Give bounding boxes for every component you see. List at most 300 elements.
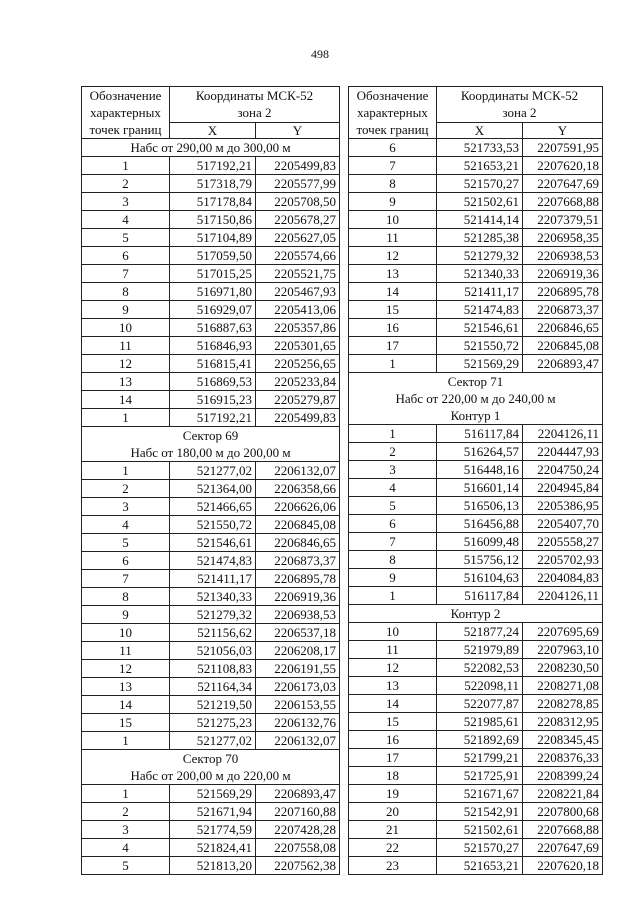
y-coordinate-cell: 2207620,18	[523, 157, 603, 175]
point-number-cell: 3	[82, 821, 170, 839]
point-number-cell: 14	[349, 283, 437, 301]
point-number-cell: 9	[82, 606, 170, 624]
x-coordinate-cell: 521569,29	[170, 785, 256, 803]
y-coordinate-cell: 2208278,85	[523, 695, 603, 713]
table-row	[349, 265, 603, 283]
point-number-cell: 13	[349, 265, 437, 283]
y-coordinate-cell: 2207963,10	[523, 641, 603, 659]
table-row	[82, 696, 340, 714]
point-number-cell: 3	[82, 498, 170, 516]
point-number-cell: 2	[82, 480, 170, 498]
y-coordinate-cell: 2205301,65	[256, 337, 340, 355]
coordinates-header-line: Координаты МСК-52	[460, 88, 579, 103]
y-coordinate-cell: 2205678,27	[256, 211, 340, 229]
y-coordinate-cell: 2205413,06	[256, 301, 340, 319]
table-row	[82, 839, 340, 857]
table-row	[82, 588, 340, 606]
table-body-right	[349, 139, 603, 875]
x-coordinate-cell: 516448,16	[437, 461, 523, 479]
designation-header-line: характерных	[357, 105, 428, 120]
table-row	[349, 319, 603, 337]
y-coordinate-cell: 2205521,75	[256, 265, 340, 283]
y-coordinate-cell: 2206938,53	[523, 247, 603, 265]
coordinates-header	[437, 87, 603, 123]
point-number-cell: 9	[82, 301, 170, 319]
x-coordinate-cell: 521279,32	[437, 247, 523, 265]
y-column-header: Y	[523, 123, 603, 139]
x-coordinate-cell: 517015,25	[170, 265, 256, 283]
designation-header-line: Обозначение	[89, 88, 162, 103]
point-number-cell: 1	[82, 732, 170, 750]
x-coordinate-cell: 521364,00	[170, 480, 256, 498]
table-row	[349, 677, 603, 695]
x-coordinate-cell: 521164,34	[170, 678, 256, 696]
x-coordinate-cell: 516601,14	[437, 479, 523, 497]
y-coordinate-cell: 2205499,83	[256, 409, 340, 427]
point-number-cell: 12	[349, 659, 437, 677]
point-number-cell: 10	[82, 624, 170, 642]
y-coordinate-cell: 2205407,70	[523, 515, 603, 533]
y-coordinate-cell: 2207800,68	[523, 803, 603, 821]
table-row	[82, 193, 340, 211]
y-coordinate-cell: 2204126,11	[523, 587, 603, 605]
table-row	[349, 785, 603, 803]
x-coordinate-cell: 521671,67	[437, 785, 523, 803]
y-coordinate-cell: 2205467,93	[256, 283, 340, 301]
y-coordinate-cell: 2204447,93	[523, 443, 603, 461]
y-coordinate-cell: 2207647,69	[523, 839, 603, 857]
x-coordinate-cell: 521340,33	[437, 265, 523, 283]
point-number-cell: 2	[349, 443, 437, 461]
y-coordinate-cell: 2206919,36	[523, 265, 603, 283]
table-row	[349, 479, 603, 497]
designation-header-line: точек границ	[89, 122, 162, 137]
x-coordinate-cell: 521550,72	[170, 516, 256, 534]
point-number-cell: 21	[349, 821, 437, 839]
point-number-cell: 8	[82, 283, 170, 301]
x-coordinate-cell: 521466,65	[170, 498, 256, 516]
table-row	[349, 839, 603, 857]
x-coordinate-cell: 516815,41	[170, 355, 256, 373]
point-number-cell: 1	[82, 462, 170, 480]
table-row	[349, 425, 603, 443]
x-coordinate-cell: 521279,32	[170, 606, 256, 624]
section-caption: Контур 1	[349, 407, 603, 425]
y-coordinate-cell: 2206153,55	[256, 696, 340, 714]
point-number-cell: 13	[82, 373, 170, 391]
y-coordinate-cell: 2206893,47	[256, 785, 340, 803]
x-coordinate-cell: 516887,63	[170, 319, 256, 337]
table-row	[349, 857, 603, 875]
x-coordinate-cell: 516971,80	[170, 283, 256, 301]
point-number-cell: 6	[349, 515, 437, 533]
y-coordinate-cell: 2206895,78	[256, 570, 340, 588]
y-coordinate-cell: 2206919,36	[256, 588, 340, 606]
table-row	[82, 732, 340, 750]
point-number-cell: 18	[349, 767, 437, 785]
point-number-cell: 10	[349, 623, 437, 641]
y-coordinate-cell: 2206132,07	[256, 462, 340, 480]
table-row	[82, 409, 340, 427]
x-coordinate-cell: 521285,38	[437, 229, 523, 247]
y-coordinate-cell: 2205357,86	[256, 319, 340, 337]
x-coordinate-cell: 522077,87	[437, 695, 523, 713]
x-coordinate-cell: 521824,41	[170, 839, 256, 857]
table-row	[82, 570, 340, 588]
section-caption: Набс от 200,00 м до 220,00 м	[82, 767, 340, 785]
table-row	[82, 301, 340, 319]
table-row	[349, 193, 603, 211]
point-number-cell: 1	[82, 157, 170, 175]
x-coordinate-cell: 521671,94	[170, 803, 256, 821]
y-coordinate-cell: 2207428,28	[256, 821, 340, 839]
point-number-cell: 16	[349, 731, 437, 749]
y-coordinate-cell: 2206191,55	[256, 660, 340, 678]
table-row	[82, 606, 340, 624]
section-caption: Сектор 70	[82, 750, 340, 768]
x-coordinate-cell: 516264,57	[437, 443, 523, 461]
point-number-cell: 12	[82, 660, 170, 678]
y-coordinate-cell: 2206893,47	[523, 355, 603, 373]
y-coordinate-cell: 2206845,08	[256, 516, 340, 534]
point-number-cell: 15	[349, 713, 437, 731]
point-number-cell: 1	[82, 409, 170, 427]
y-coordinate-cell: 2207620,18	[523, 857, 603, 875]
y-coordinate-cell: 2206845,08	[523, 337, 603, 355]
table-row	[349, 641, 603, 659]
y-coordinate-cell: 2205499,83	[256, 157, 340, 175]
x-coordinate-cell: 516929,07	[170, 301, 256, 319]
x-coordinate-cell: 516869,53	[170, 373, 256, 391]
designation-header-line: характерных	[90, 105, 161, 120]
x-coordinate-cell: 516104,63	[437, 569, 523, 587]
table-row	[349, 587, 603, 605]
x-coordinate-cell: 517192,21	[170, 409, 256, 427]
table-row	[349, 569, 603, 587]
y-coordinate-cell: 2206208,17	[256, 642, 340, 660]
coordinates-header-line: зона 2	[237, 105, 272, 120]
y-coordinate-cell: 2208312,95	[523, 713, 603, 731]
point-number-cell: 23	[349, 857, 437, 875]
y-coordinate-cell: 2208271,08	[523, 677, 603, 695]
x-coordinate-cell: 516846,93	[170, 337, 256, 355]
table-row	[349, 139, 603, 157]
section-caption: Набс от 180,00 м до 200,00 м	[82, 444, 340, 462]
point-number-cell: 4	[82, 516, 170, 534]
x-column-header: X	[437, 123, 523, 139]
table-body-left	[82, 139, 340, 875]
section-caption: Контур 2	[349, 605, 603, 623]
y-coordinate-cell: 2206846,65	[523, 319, 603, 337]
table-row	[82, 642, 340, 660]
table-row	[82, 229, 340, 247]
table-row	[349, 283, 603, 301]
y-coordinate-cell: 2205233,84	[256, 373, 340, 391]
y-coordinate-cell: 2207695,69	[523, 623, 603, 641]
table-row	[349, 821, 603, 839]
point-number-cell: 20	[349, 803, 437, 821]
designation-header-line: точек границ	[356, 122, 429, 137]
x-coordinate-cell: 521277,02	[170, 732, 256, 750]
coordinates-header	[170, 87, 340, 123]
x-coordinate-cell: 521411,17	[437, 283, 523, 301]
x-coordinate-cell: 521474,83	[170, 552, 256, 570]
point-number-cell: 11	[82, 337, 170, 355]
point-number-cell: 12	[82, 355, 170, 373]
x-coordinate-cell: 521799,21	[437, 749, 523, 767]
x-coordinate-cell: 517192,21	[170, 157, 256, 175]
y-coordinate-cell: 2207558,08	[256, 839, 340, 857]
table-row	[349, 461, 603, 479]
x-coordinate-cell: 521979,89	[437, 641, 523, 659]
point-number-cell: 11	[349, 641, 437, 659]
designation-header-line: Обозначение	[356, 88, 429, 103]
point-number-cell: 1	[349, 355, 437, 373]
x-coordinate-cell: 521569,29	[437, 355, 523, 373]
table-row	[82, 283, 340, 301]
point-number-cell: 17	[349, 749, 437, 767]
x-coordinate-cell: 521550,72	[437, 337, 523, 355]
y-coordinate-cell: 2204945,84	[523, 479, 603, 497]
table-row	[349, 803, 603, 821]
point-number-cell: 12	[349, 247, 437, 265]
point-number-cell: 2	[82, 803, 170, 821]
point-number-cell: 5	[82, 857, 170, 875]
table-row	[82, 462, 340, 480]
x-coordinate-cell: 521219,50	[170, 696, 256, 714]
x-coordinate-cell: 521414,14	[437, 211, 523, 229]
point-number-cell: 15	[349, 301, 437, 319]
x-coordinate-cell: 521275,23	[170, 714, 256, 732]
y-coordinate-cell: 2204750,24	[523, 461, 603, 479]
x-coordinate-cell: 517150,86	[170, 211, 256, 229]
table-row	[82, 480, 340, 498]
y-coordinate-cell: 2206846,65	[256, 534, 340, 552]
y-coordinate-cell: 2206895,78	[523, 283, 603, 301]
table-row	[349, 767, 603, 785]
x-coordinate-cell: 517318,79	[170, 175, 256, 193]
point-number-cell: 7	[349, 533, 437, 551]
table-row	[82, 624, 340, 642]
point-number-cell: 11	[349, 229, 437, 247]
section-caption: Набс от 290,00 м до 300,00 м	[82, 139, 340, 157]
x-coordinate-cell: 517059,50	[170, 247, 256, 265]
table-row	[349, 301, 603, 319]
point-number-cell: 16	[349, 319, 437, 337]
y-coordinate-cell: 2206132,76	[256, 714, 340, 732]
x-coordinate-cell: 521542,91	[437, 803, 523, 821]
designation-header	[349, 87, 437, 139]
x-coordinate-cell: 521813,20	[170, 857, 256, 875]
x-coordinate-cell: 516117,84	[437, 587, 523, 605]
point-number-cell: 8	[349, 551, 437, 569]
y-coordinate-cell: 2206626,06	[256, 498, 340, 516]
y-coordinate-cell: 2205386,95	[523, 497, 603, 515]
table-row	[82, 319, 340, 337]
table-row	[82, 157, 340, 175]
point-number-cell: 13	[349, 677, 437, 695]
point-number-cell: 7	[82, 570, 170, 588]
point-number-cell: 2	[82, 175, 170, 193]
table-row	[349, 211, 603, 229]
caption-row	[349, 373, 603, 391]
y-coordinate-cell: 2207591,95	[523, 139, 603, 157]
table-row	[82, 265, 340, 283]
coordinates-header-line: зона 2	[502, 105, 537, 120]
x-coordinate-cell: 521502,61	[437, 821, 523, 839]
table-row	[82, 498, 340, 516]
table-row	[349, 229, 603, 247]
y-coordinate-cell: 2205577,99	[256, 175, 340, 193]
table-row	[82, 678, 340, 696]
y-coordinate-cell: 2204126,11	[523, 425, 603, 443]
y-coordinate-cell: 2206358,66	[256, 480, 340, 498]
x-coordinate-cell: 521056,03	[170, 642, 256, 660]
table-row	[349, 355, 603, 373]
section-caption: Сектор 71	[349, 373, 603, 391]
table-row	[349, 749, 603, 767]
designation-header	[82, 87, 170, 139]
x-coordinate-cell: 521546,61	[170, 534, 256, 552]
table-row	[82, 516, 340, 534]
x-coordinate-cell: 521474,83	[437, 301, 523, 319]
y-coordinate-cell: 2208399,24	[523, 767, 603, 785]
y-coordinate-cell: 2206537,18	[256, 624, 340, 642]
x-coordinate-cell: 516915,23	[170, 391, 256, 409]
point-number-cell: 17	[349, 337, 437, 355]
x-coordinate-cell: 517178,84	[170, 193, 256, 211]
x-coordinate-cell: 521546,61	[437, 319, 523, 337]
x-coordinate-cell: 521774,59	[170, 821, 256, 839]
point-number-cell: 8	[349, 175, 437, 193]
point-number-cell: 4	[349, 479, 437, 497]
section-caption: Сектор 69	[82, 427, 340, 445]
x-coordinate-cell: 516117,84	[437, 425, 523, 443]
y-coordinate-cell: 2205279,87	[256, 391, 340, 409]
y-coordinate-cell: 2205702,93	[523, 551, 603, 569]
y-column-header: Y	[256, 123, 340, 139]
point-number-cell: 1	[349, 587, 437, 605]
x-coordinate-cell: 516456,88	[437, 515, 523, 533]
table-row	[82, 534, 340, 552]
x-coordinate-cell: 516099,48	[437, 533, 523, 551]
table-row	[349, 731, 603, 749]
table-row	[82, 552, 340, 570]
caption-row	[82, 750, 340, 768]
point-number-cell: 14	[349, 695, 437, 713]
x-coordinate-cell: 522098,11	[437, 677, 523, 695]
coordinates-table-right	[348, 86, 603, 875]
y-coordinate-cell: 2208345,45	[523, 731, 603, 749]
x-coordinate-cell: 521733,53	[437, 139, 523, 157]
x-coordinate-cell: 521502,61	[437, 193, 523, 211]
point-number-cell: 4	[82, 839, 170, 857]
y-coordinate-cell: 2206873,37	[256, 552, 340, 570]
table-row	[349, 443, 603, 461]
coordinates-header-line: Координаты МСК-52	[195, 88, 314, 103]
point-number-cell: 19	[349, 785, 437, 803]
table-row	[349, 157, 603, 175]
point-number-cell: 5	[82, 534, 170, 552]
table-row	[349, 337, 603, 355]
y-coordinate-cell: 2205708,50	[256, 193, 340, 211]
point-number-cell: 6	[349, 139, 437, 157]
table-row	[82, 211, 340, 229]
x-coordinate-cell: 521156,62	[170, 624, 256, 642]
y-coordinate-cell: 2208376,33	[523, 749, 603, 767]
caption-row	[82, 427, 340, 445]
point-number-cell: 1	[82, 785, 170, 803]
caption-row	[349, 605, 603, 623]
x-column-header: X	[170, 123, 256, 139]
caption-row	[349, 407, 603, 425]
caption-row	[82, 139, 340, 157]
x-coordinate-cell: 521877,24	[437, 623, 523, 641]
x-coordinate-cell: 521570,27	[437, 839, 523, 857]
point-number-cell: 6	[82, 247, 170, 265]
x-coordinate-cell: 521108,83	[170, 660, 256, 678]
point-number-cell: 14	[82, 696, 170, 714]
point-number-cell: 8	[82, 588, 170, 606]
point-number-cell: 5	[349, 497, 437, 515]
point-number-cell: 9	[349, 569, 437, 587]
y-coordinate-cell: 2205256,65	[256, 355, 340, 373]
caption-row	[349, 390, 603, 407]
table-row	[349, 623, 603, 641]
table-row	[349, 247, 603, 265]
y-coordinate-cell: 2204084,83	[523, 569, 603, 587]
table-row	[82, 660, 340, 678]
x-coordinate-cell: 521411,17	[170, 570, 256, 588]
point-number-cell: 7	[82, 265, 170, 283]
y-coordinate-cell: 2205558,27	[523, 533, 603, 551]
table-row	[82, 821, 340, 839]
caption-row	[82, 767, 340, 785]
y-coordinate-cell: 2207160,88	[256, 803, 340, 821]
table-row	[349, 497, 603, 515]
caption-row	[82, 444, 340, 462]
table-row	[349, 659, 603, 677]
x-coordinate-cell: 521653,21	[437, 857, 523, 875]
point-number-cell: 22	[349, 839, 437, 857]
y-coordinate-cell: 2206958,35	[523, 229, 603, 247]
y-coordinate-cell: 2205627,05	[256, 229, 340, 247]
y-coordinate-cell: 2205574,66	[256, 247, 340, 265]
table-row	[82, 355, 340, 373]
table-row	[82, 391, 340, 409]
table-row	[349, 533, 603, 551]
point-number-cell: 5	[82, 229, 170, 247]
y-coordinate-cell: 2208221,84	[523, 785, 603, 803]
table-row	[349, 551, 603, 569]
table-row	[82, 337, 340, 355]
y-coordinate-cell: 2207379,51	[523, 211, 603, 229]
point-number-cell: 13	[82, 678, 170, 696]
point-number-cell: 1	[349, 425, 437, 443]
point-number-cell: 7	[349, 157, 437, 175]
y-coordinate-cell: 2207668,88	[523, 821, 603, 839]
point-number-cell: 10	[82, 319, 170, 337]
y-coordinate-cell: 2207647,69	[523, 175, 603, 193]
table-row	[82, 857, 340, 875]
table-row	[82, 714, 340, 732]
y-coordinate-cell: 2206132,07	[256, 732, 340, 750]
table-row	[82, 803, 340, 821]
point-number-cell: 3	[349, 461, 437, 479]
table-row	[82, 373, 340, 391]
point-number-cell: 11	[82, 642, 170, 660]
x-coordinate-cell: 521277,02	[170, 462, 256, 480]
